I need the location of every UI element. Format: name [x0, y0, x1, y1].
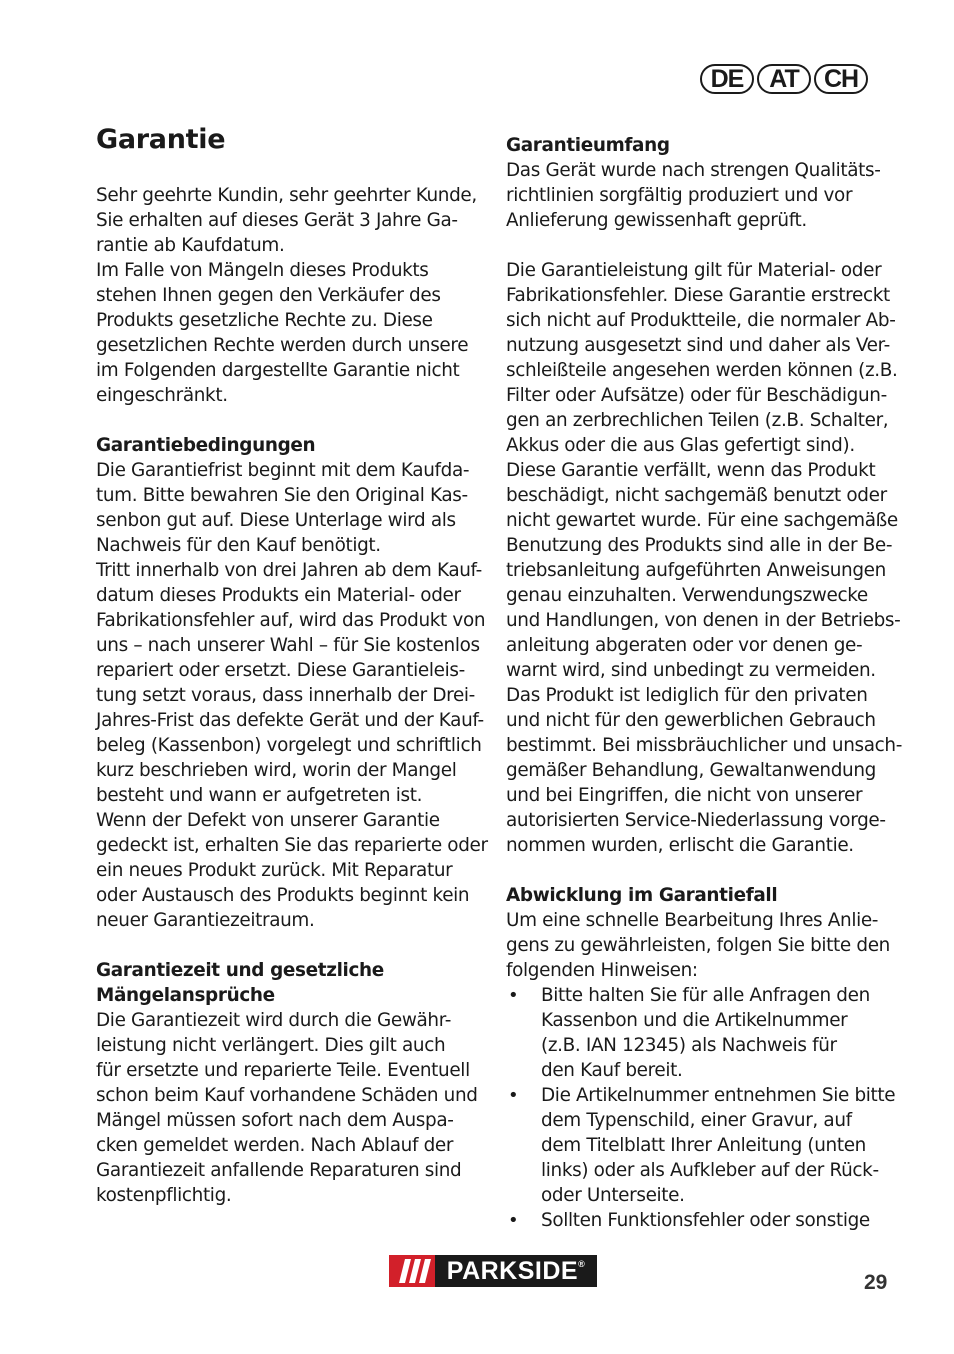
period-section	[96, 958, 486, 1208]
text-line: Akkus oder die aus Glas gefertigt sind).	[506, 435, 855, 456]
text-line: leistung nicht verlängert. Dies gilt auch	[96, 1035, 446, 1056]
text-line: Sehr geehrte Kundin, sehr geehrter Kunde,	[96, 185, 477, 206]
text-line: gen an zerbrechlichen Teilen (z.B. Schalter,	[506, 410, 889, 431]
section-heading: Garantiezeit und gesetzliche	[96, 960, 384, 981]
text-line: Mängel müssen sofort nach dem Auspa-	[96, 1110, 454, 1131]
text-line: Jahres-Frist das defekte Gerät und der Kauf-	[96, 710, 484, 731]
text-line: ein neues Produkt zurück. Mit Reparatur	[96, 860, 453, 881]
country-badge-ch: CH	[814, 64, 868, 94]
text-line: beschädigt, nicht sachgemäß benutzt oder	[506, 485, 887, 506]
text-line: Um eine schnelle Bearbeitung Ihres Anlie-	[506, 910, 879, 931]
logo-stripes-icon	[389, 1255, 435, 1287]
text-line: Fabrikationsfehler. Diese Garantie erstreckt	[506, 285, 890, 306]
text-line: Die Garantiefrist beginnt mit dem Kaufda-	[96, 460, 470, 481]
text-line: Bitte halten Sie für alle Anfragen den	[541, 985, 870, 1006]
text-line: Wenn der Defekt von unserer Garantie	[96, 810, 440, 831]
text-line: Sie erhalten auf dieses Gerät 3 Jahre Ga-	[96, 210, 458, 231]
text-line: Das Produkt ist lediglich für den privaten	[506, 685, 868, 706]
text-line: eingeschränkt.	[96, 385, 228, 406]
country-badge-de: DE	[700, 64, 754, 94]
text-line: autorisierten Service-Niederlassung vorge-	[506, 810, 886, 831]
text-line: dem Titelblatt Ihrer Anleitung (unten	[541, 1135, 866, 1156]
bullet-item	[506, 983, 896, 1083]
bullet-icon: •	[508, 1210, 519, 1231]
scope-section	[506, 133, 896, 233]
text-line: oder Unterseite.	[541, 1185, 685, 1206]
text-line: gens zu gewährleisten, folgen Sie bitte den	[506, 935, 890, 956]
text-line: Anlieferung gewissenhaft geprüft.	[506, 210, 807, 231]
page-title: Garantie	[96, 124, 226, 155]
text-line: kurz beschrieben wird, worin der Mangel	[96, 760, 457, 781]
text-line: genau einzuhalten. Verwendungszwecke	[506, 585, 868, 606]
text-line: warnt wird, sind unbedingt zu vermeiden.	[506, 660, 876, 681]
text-line: folgenden Hinweisen:	[506, 960, 698, 981]
claim-section	[506, 883, 896, 1233]
text-line: Die Artikelnummer entnehmen Sie bitte	[541, 1085, 896, 1106]
text-line: tung setzt voraus, dass innerhalb der Drei-	[96, 685, 475, 706]
text-line: und nicht für den gewerblichen Gebrauch	[506, 710, 876, 731]
bullet-icon: •	[508, 1085, 519, 1106]
text-line: schon beim Kauf vorhandene Schäden und	[96, 1085, 478, 1106]
parkside-logo	[389, 1255, 597, 1287]
text-line: repariert oder ersetzt. Diese Garantieleis-	[96, 660, 465, 681]
section-heading: Garantiebedingungen	[96, 435, 316, 456]
text-line: Die Garantiezeit wird durch die Gewähr-	[96, 1010, 452, 1031]
section-heading: Mängelansprüche	[96, 985, 275, 1006]
text-line: neuer Garantiezeitraum.	[96, 910, 315, 931]
text-line: tum. Bitte bewahren Sie den Original Kas-	[96, 485, 468, 506]
text-line: Sollten Funktionsfehler oder sonstige	[541, 1210, 870, 1231]
text-line: uns – nach unserer Wahl – für Sie kostenlos	[96, 635, 480, 656]
section-heading: Abwicklung im Garantiefall	[506, 885, 778, 906]
text-line: nommen wurden, erlischt die Garantie.	[506, 835, 854, 856]
conditions-section	[96, 433, 486, 933]
text-line: stehen Ihnen gegen den Verkäufer des	[96, 285, 441, 306]
text-line: im Folgenden dargestellte Garantie nicht	[96, 360, 460, 381]
text-line: Garantiezeit anfallende Reparaturen sind	[96, 1160, 462, 1181]
text-line: Die Garantieleistung gilt für Material- oder	[506, 260, 882, 281]
text-line: Das Gerät wurde nach strengen Qualitäts-	[506, 160, 881, 181]
text-line: beleg (Kassenbon) vorgelegt und schriftlich	[96, 735, 482, 756]
text-line: den Kauf bereit.	[541, 1060, 683, 1081]
text-line: gesetzlichen Rechte werden durch unsere	[96, 335, 469, 356]
logo-wordmark	[435, 1255, 597, 1287]
text-line: kostenpflichtig.	[96, 1185, 232, 1206]
bullet-icon: •	[508, 985, 519, 1006]
text-line: Filter oder Aufsätze) oder für Beschädigun-	[506, 385, 887, 406]
text-line: nicht gewartet wurde. Für eine sachgemäße	[506, 510, 898, 531]
text-line: Tritt innerhalb von drei Jahren ab dem Kauf-	[96, 560, 482, 581]
page-number: 29	[864, 1271, 888, 1294]
bullet-item	[506, 1083, 896, 1208]
text-line: Benutzung des Produkts sind alle in der Be-	[506, 535, 893, 556]
text-line: Im Falle von Mängeln dieses Produkts	[96, 260, 429, 281]
text-line: gedeckt ist, erhalten Sie das reparierte oder	[96, 835, 488, 856]
text-line: Produkts gesetzliche Rechte zu. Diese	[96, 310, 433, 331]
text-line: schleißteile angesehen werden können (z.B.	[506, 360, 898, 381]
text-line: Fabrikationsfehler auf, wird das Produkt von	[96, 610, 486, 631]
text-line: datum dieses Produkts ein Material- oder	[96, 585, 461, 606]
country-badge-at: AT	[757, 64, 811, 94]
text-line: senbon gut auf. Diese Unterlage wird als	[96, 510, 456, 531]
text-line: sich nicht auf Produktteile, die normaler Ab-	[506, 310, 896, 331]
text-line: Kassenbon und die Artikelnummer	[541, 1010, 848, 1031]
text-line: besteht und wann er aufgetreten ist.	[96, 785, 423, 806]
intro-paragraph	[96, 183, 486, 408]
text-line: Nachweis für den Kauf benötigt.	[96, 535, 381, 556]
text-line: links) oder als Aufkleber auf der Rück-	[541, 1160, 879, 1181]
logo-text: PARKSIDE	[446, 1256, 579, 1285]
bullet-item	[506, 1208, 896, 1233]
text-line: und Handlungen, von denen in der Betriebs-	[506, 610, 901, 631]
text-line: anleitung abgeraten oder vor denen ge-	[506, 635, 863, 656]
text-line: nutzung ausgesetzt sind und daher als Ver-	[506, 335, 890, 356]
text-line: bestimmt. Bei missbräuchlicher und unsach-	[506, 735, 903, 756]
text-line: für ersetzte und reparierte Teile. Eventuell	[96, 1060, 470, 1081]
section-heading: Garantieumfang	[506, 135, 670, 156]
scope-detail-paragraph	[506, 258, 903, 858]
text-line: Diese Garantie verfällt, wenn das Produkt	[506, 460, 876, 481]
country-badges	[700, 64, 868, 94]
registered-mark: ®	[578, 1259, 586, 1269]
text-line: cken gemeldet werden. Nach Ablauf der	[96, 1135, 454, 1156]
text-line: triebsanleitung aufgeführten Anweisungen	[506, 560, 886, 581]
text-line: gemäßer Behandlung, Gewaltanwendung	[506, 760, 876, 781]
text-line: rantie ab Kaufdatum.	[96, 235, 285, 256]
text-line: oder Austausch des Produkts beginnt kein	[96, 885, 470, 906]
text-line: dem Typenschild, einer Gravur, auf	[541, 1110, 852, 1131]
text-line: richtlinien sorgfältig produziert und vor	[506, 185, 853, 206]
text-line: (z.B. IAN 12345) als Nachweis für	[541, 1035, 837, 1056]
text-line: und bei Eingriffen, die nicht von unserer	[506, 785, 863, 806]
